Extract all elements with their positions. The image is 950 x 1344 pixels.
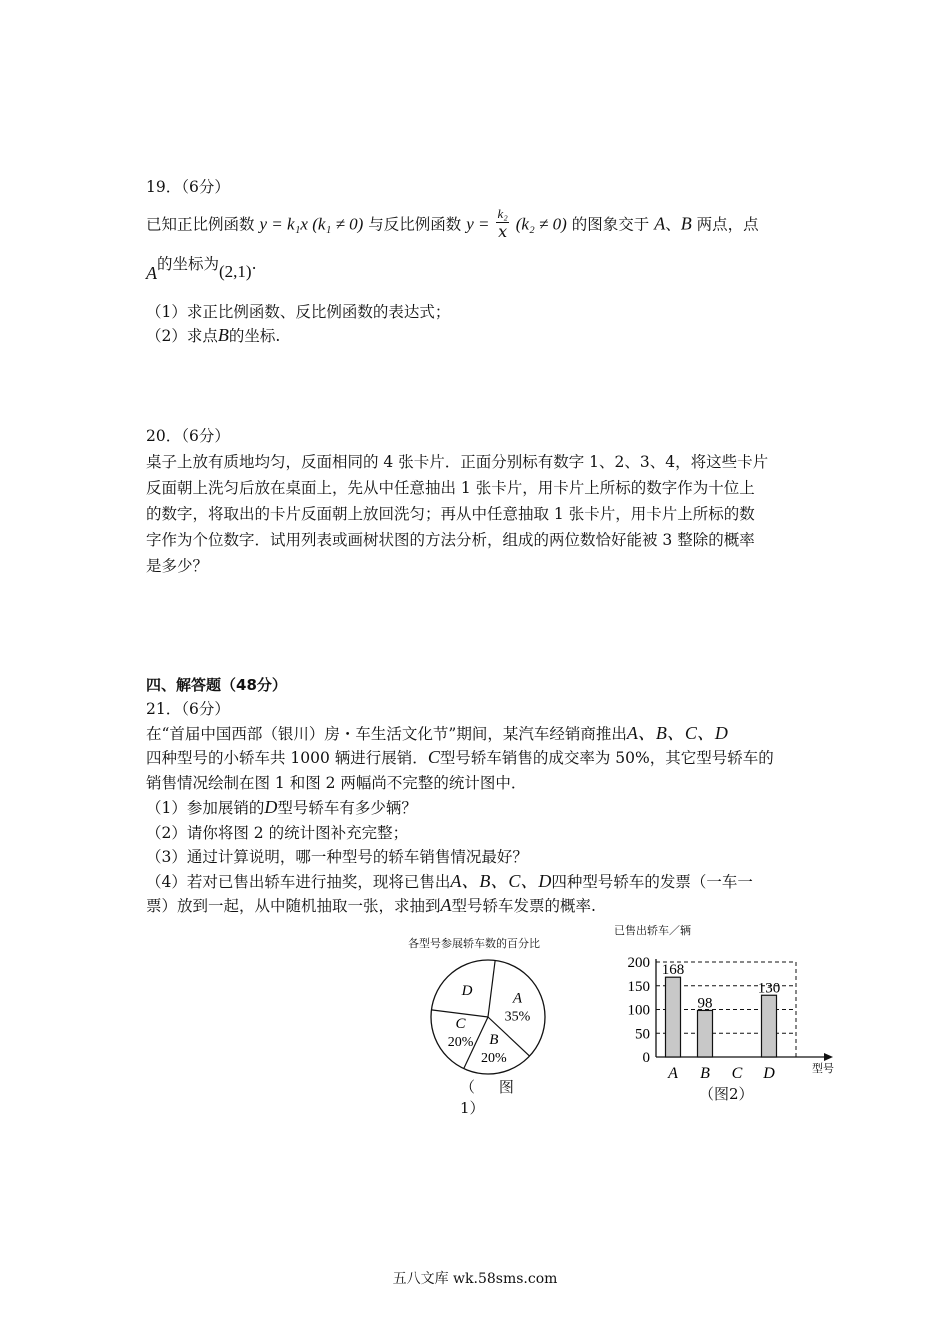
bar-chart: [614, 942, 854, 1082]
x-category-label: C: [731, 1065, 743, 1082]
q19-header: 19．（6分）: [146, 178, 230, 196]
x-axis-label: 型号: [812, 1063, 834, 1075]
y-tick-label: 100: [627, 1002, 650, 1019]
q19-eq1: y = k₁x (k₁ ≠ 0): [259, 214, 364, 234]
pie-slice-value: 35%: [504, 1009, 531, 1025]
q21-line3: 销售情况绘制在图 1 和图 2 两幅尚不完整的统计图中．: [146, 774, 527, 792]
q20-line: 的数字，将取出的卡片反面朝上放回洗匀；再从中任意抽取 1 张卡片，用卡片上所标的数: [146, 505, 755, 523]
q20-line: 字作为个位数字．试用列表或画树状图的方法分析，组成的两位数恰好能被 3 整除的概率: [146, 531, 755, 549]
q21-line1: 在“首届中国西部（银川）房・车生活文化节”期间，某汽车经销商推出A、B、C、D: [146, 723, 728, 743]
bar-caption: （图2）: [699, 1085, 754, 1103]
section-title: 四、解答题（48分）: [146, 676, 287, 694]
q20-header: 20．（6分）: [146, 427, 230, 445]
bar: [666, 977, 681, 1057]
q21-sub4: （4）若对已售出轿车进行抽奖，现将已售出A、B、C、D四种型号轿车的发票（一车一: [146, 871, 753, 891]
pie-slice-value: 20%: [481, 1050, 507, 1066]
pie-chart-title: 各型号参展轿车数的百分比: [408, 937, 540, 950]
footer-watermark: 五八文库 wk.58sms.com: [392, 1271, 558, 1287]
pie-slice-label: D: [461, 982, 473, 999]
bar-data-label: 98: [697, 995, 713, 1012]
bar-chart-title: 已售出轿车／辆: [614, 924, 691, 937]
q20-line: 桌子上放有质地均匀，反面相同的 4 张卡片．正面分别标有数字 1、2、3、4，将这些卡片: [146, 453, 769, 471]
x-axis-arrow: [824, 1053, 833, 1061]
bar: [698, 1010, 713, 1057]
q21-header: 21．（6分）: [146, 700, 230, 718]
q21-line2: 四种型号的小轿车共 1000 辆进行展销．C型号轿车销售的成交率为 50%，其它型号轿车的: [146, 747, 774, 767]
bar: [762, 995, 777, 1057]
q20-line: 是多少？: [146, 557, 209, 575]
q19-sub1: （1）求正比例函数、反比例函数的表达式；: [146, 303, 451, 321]
x-category-label: D: [763, 1065, 775, 1082]
pie-caption-line1: （ 图: [460, 1078, 514, 1096]
y-tick-label: 200: [627, 955, 650, 971]
x-category-label: A: [668, 1065, 678, 1082]
pie-chart: [418, 950, 588, 1090]
x-category-label: B: [700, 1065, 710, 1082]
y-tick-label: 0: [642, 1050, 650, 1066]
pie-slice-label: A: [512, 990, 523, 1007]
q19-sub2: （2）求点B的坐标.: [146, 325, 281, 345]
q21-sub5: 票）放到一起，从中随机抽取一张，求抽到A型号轿车发票的概率.: [146, 895, 596, 915]
q21-sub1: （1）参加展销的D型号轿车有多少辆？: [146, 797, 417, 817]
q20-line: 反面朝上洗匀后放在桌面上，先从中任意抽出 1 张卡片，用卡片上所标的数字作为十位上: [146, 479, 755, 497]
bar-data-label: 130: [757, 980, 781, 997]
q21-sub3: （3）通过计算说明，哪一种型号的轿车销售情况最好？: [146, 848, 528, 866]
pie-caption-line2: 1）: [460, 1099, 485, 1117]
pie-slice-label: B: [489, 1031, 499, 1048]
q21-sub2: （2）请你将图 2 的统计图补充完整；: [146, 824, 409, 842]
y-tick-label: 50: [635, 1026, 650, 1043]
pie-slice-value: 20%: [447, 1035, 474, 1051]
q19-stem-line2: A的坐标为(2,1).: [146, 255, 257, 283]
pie-slice-label: C: [455, 1016, 466, 1033]
q19-fraction: $\frac{\text{k₂}}{x}$: [497, 206, 508, 241]
y-tick-label: 150: [627, 978, 650, 995]
bar-data-label: 168: [661, 962, 685, 979]
q19-stem-line1: 已知正比例函数 y = k₁x (k₁ ≠ 0) 与反比例函数 y = $\frac{\text{k₂}}{x}$ (k₂ ≠ 0) 的图象交于 A、B 两点，点: [146, 206, 759, 241]
